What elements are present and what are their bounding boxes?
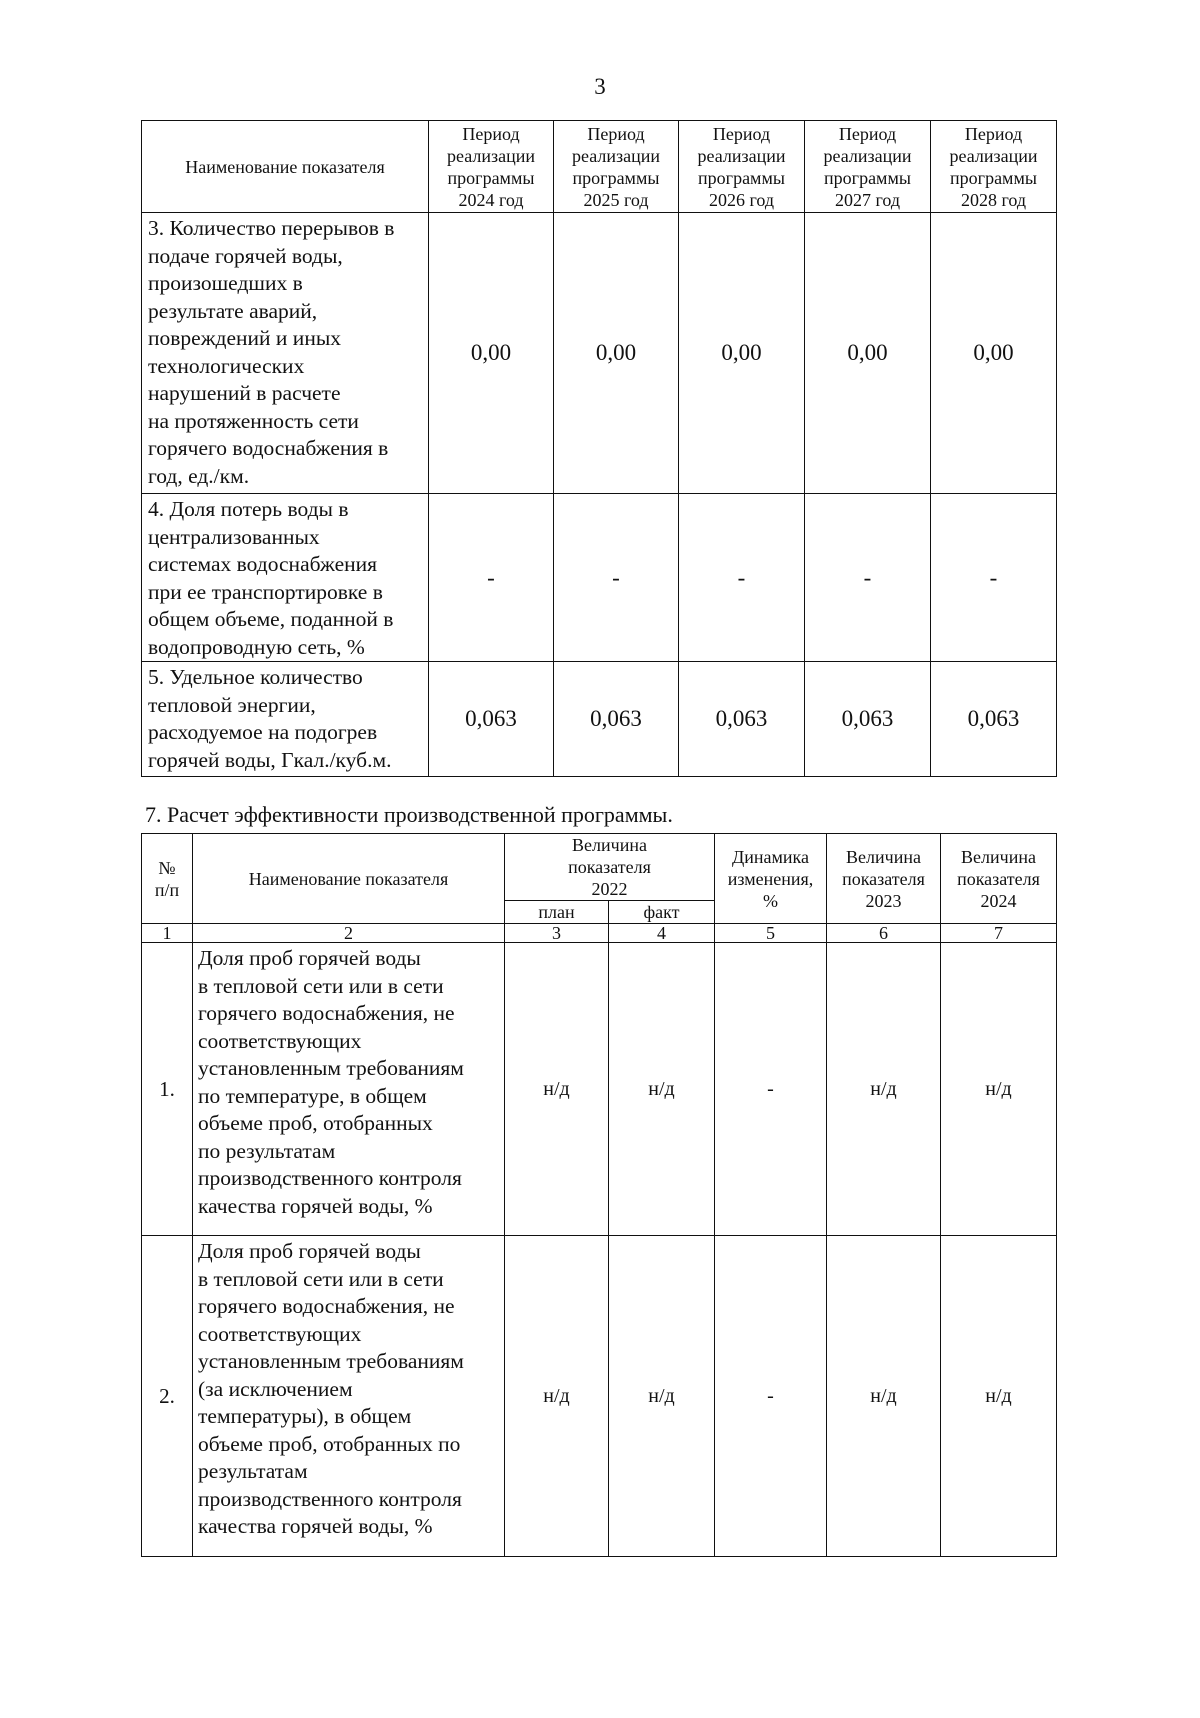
section-heading: 7. Расчет эффективности производственной программы. [145, 802, 673, 827]
page-number: 3 [594, 74, 606, 99]
indicator-name: Доля проб горячей воды в тепловой сети или в сети горячего водоснабжения, не соответствующих установленным требованиям (за исключением температуры), в общем объеме проб, отобранных по результатам производственного контроля качества горячей воды, % [193, 1236, 505, 1557]
value-2027: - [805, 494, 931, 662]
value-2023: н/д [827, 943, 941, 1236]
table-row [142, 1236, 1057, 1557]
indicator-name: 3. Количество перерывов в подаче горячей воды, произошедших в результате аварий, повреждений и иных технологических нарушений в расчете на протяженность сети горячего водоснабжения в год, ед./км. [142, 213, 429, 494]
indicator-name: Доля проб горячей воды в тепловой сети или в сети горячего водоснабжения, не соответствующих установленным требованиям по температуре, в общем объеме проб, отобранных по результатам производственного контроля качества горячей воды, % [193, 943, 505, 1236]
value-2023: н/д [827, 1236, 941, 1557]
value-fact-2022: н/д [609, 1236, 715, 1557]
column-header-value-2023: Величина показателя 2023 [827, 834, 941, 924]
value-2024: н/д [941, 943, 1057, 1236]
value-2027: 0,063 [805, 662, 931, 777]
column-header-period-2028: Период реализации программы 2028 год [931, 121, 1057, 213]
value-2026: 0,00 [679, 213, 805, 494]
column-index-row [142, 924, 1057, 943]
column-header-period-2027: Период реализации программы 2027 год [805, 121, 931, 213]
value-2026: 0,063 [679, 662, 805, 777]
column-header-period-2025: Период реализации программы 2025 год [554, 121, 679, 213]
value-2027: 0,00 [805, 213, 931, 494]
value-2024: - [429, 494, 554, 662]
row-number: 2. [142, 1236, 193, 1557]
table-row [142, 213, 1057, 494]
column-index: 5 [715, 924, 827, 943]
value-plan-2022: н/д [505, 943, 609, 1236]
value-2025: 0,00 [554, 213, 679, 494]
value-2024: 0,00 [429, 213, 554, 494]
value-2028: 0,00 [931, 213, 1057, 494]
column-index: 3 [505, 924, 609, 943]
value-dynamics: - [715, 1236, 827, 1557]
column-header-fact: факт [609, 901, 715, 924]
value-plan-2022: н/д [505, 1236, 609, 1557]
column-index: 1 [142, 924, 193, 943]
value-2028: - [931, 494, 1057, 662]
value-2028: 0,063 [931, 662, 1057, 777]
indicator-name: 5. Удельное количество тепловой энергии, расходуемое на подогрев горячей воды, Гкал./куб.м. [142, 662, 429, 777]
efficiency-table [141, 833, 1057, 1557]
value-dynamics: - [715, 943, 827, 1236]
indicator-name: 4. Доля потерь воды в централизованных системах водоснабжения при ее транспортировке в общем объеме, поданной в водопроводную сеть, % [142, 494, 429, 662]
column-index: 7 [941, 924, 1057, 943]
table-row [142, 662, 1057, 777]
column-header-value-2024: Величина показателя 2024 [941, 834, 1057, 924]
column-header-indicator-name: Наименование показателя [193, 834, 505, 924]
column-index: 4 [609, 924, 715, 943]
column-header-dynamics: Динамика изменения, % [715, 834, 827, 924]
value-2026: - [679, 494, 805, 662]
column-index: 2 [193, 924, 505, 943]
column-index: 6 [827, 924, 941, 943]
value-fact-2022: н/д [609, 943, 715, 1236]
row-number: 1. [142, 943, 193, 1236]
column-header-period-2026: Период реализации программы 2026 год [679, 121, 805, 213]
column-header-indicator-name: Наименование показателя [142, 121, 429, 213]
target-indicators-table [141, 120, 1057, 777]
value-2024: н/д [941, 1236, 1057, 1557]
table-row [142, 943, 1057, 1236]
value-2025: - [554, 494, 679, 662]
column-header-number: № п/п [142, 834, 193, 924]
column-header-period-2024: Период реализации программы 2024 год [429, 121, 554, 213]
value-2025: 0,063 [554, 662, 679, 777]
value-2024: 0,063 [429, 662, 554, 777]
column-header-value-2022: Величина показателя 2022 [505, 834, 715, 901]
table-header-row [142, 121, 1057, 213]
table-header-row [142, 834, 1057, 901]
column-header-plan: план [505, 901, 609, 924]
table-row [142, 494, 1057, 662]
